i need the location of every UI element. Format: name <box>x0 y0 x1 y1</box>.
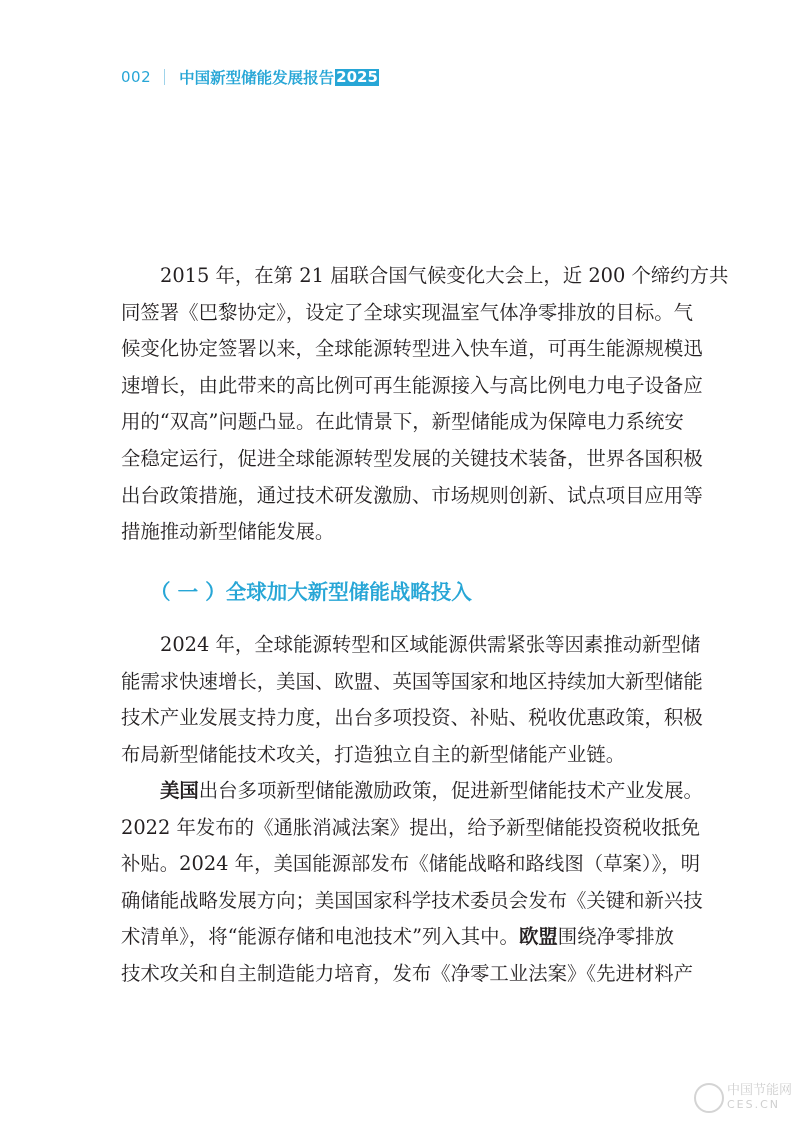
text-line: 候变化协定签署以来，全球能源转型进入快车道，可再生能源规模迅 <box>121 337 703 361</box>
text-line: 能需求快速增长，美国、欧盟、英国等国家和地区持续加大新型储能 <box>121 669 703 693</box>
header-divider <box>164 69 165 85</box>
watermark-cn: 中国节能网 <box>726 1083 792 1098</box>
text-span: 术清单》，将“能源存储和电池技术”列入其中。 <box>121 925 519 949</box>
text-line: 出台政策措施，通过技术研发激励、市场规则创新、试点项目应用等 <box>121 483 703 507</box>
text-line: 用的“双高”问题凸显。在此情景下，新型储能成为保障电力系统安 <box>121 410 684 434</box>
text-line: 技术产业发展支持力度，出台多项投资、补贴、税收优惠政策，积极 <box>121 706 703 730</box>
text-line: 全稳定运行，促进全球能源转型发展的关键技术装备，世界各国积极 <box>121 446 703 470</box>
text-line: 同签署《巴黎协定》，设定了全球实现温室气体净零排放的目标。气 <box>121 300 694 324</box>
text-line: 措施推动新型储能发展。 <box>121 520 335 544</box>
text-line: 2015 年，在第 21 届联合国气候变化大会上，近 200 个缔约方共 <box>160 264 729 287</box>
section-paragraph <box>121 627 703 773</box>
watermark-logo-icon <box>694 1083 724 1113</box>
watermark-en: CES.CN <box>726 1098 781 1111</box>
page-number: 002 <box>121 68 152 86</box>
text-line: 速增长，由此带来的高比例可再生能源接入与高比例电力电子设备应 <box>121 373 703 397</box>
us-paragraph <box>121 773 703 993</box>
watermark <box>694 1083 792 1113</box>
bold-term-us: 美国 <box>160 779 199 802</box>
text-line: 技术攻关和自主制造能力培育，发布《净零工业法案》《先进材料产 <box>121 961 694 985</box>
text-line: 布局新型储能技术攻关，打造独立自主的新型储能产业链。 <box>121 742 626 766</box>
report-year: 2025 <box>336 67 378 86</box>
text-line <box>121 773 703 810</box>
running-header <box>121 66 379 88</box>
text-line: 补贴。2024 年，美国能源部发布《储能战略和路线图（草案）》，明 <box>121 852 701 876</box>
text-span: 围绕净零排放 <box>557 925 675 949</box>
bold-term-eu: 欧盟 <box>518 925 558 949</box>
intro-paragraph <box>121 258 729 551</box>
text-line: 确储能战略发展方向；美国国家科学技术委员会发布《关键和新兴技 <box>121 888 703 912</box>
text-line: 2022 年发布的《通胀消减法案》提出，给予新型储能投资税收抵免 <box>121 815 701 839</box>
section-heading: （ 一 ）全球加大新型储能战略投入 <box>150 580 472 604</box>
report-title: 中国新型储能发展报告 <box>179 69 335 87</box>
text-line <box>121 919 675 956</box>
text-span: 出台多项新型储能激励政策，促进新型储能技术产业发展。 <box>198 779 703 802</box>
text-line: 2024 年，全球能源转型和区域能源供需紧张等因素推动新型储 <box>160 633 701 656</box>
